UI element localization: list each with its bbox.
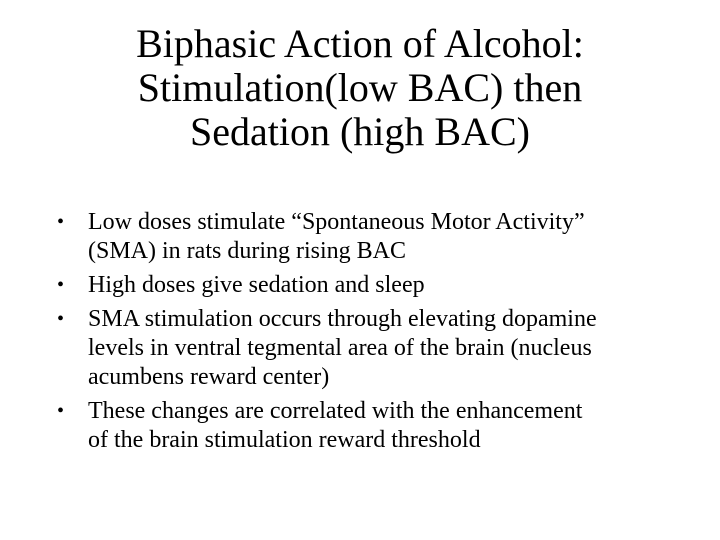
bullet-text-line: acumbens reward center) [88, 364, 330, 390]
bullet-item [55, 208, 705, 266]
bullet-list [55, 208, 705, 460]
bullet-dot-icon: • [57, 274, 65, 296]
bullet-text-line: (SMA) in rats during rising BAC [88, 238, 406, 264]
slide-title [40, 22, 680, 154]
bullet-text-line: of the brain stimulation reward threshold [88, 427, 481, 453]
bullet-dot-icon: • [57, 308, 65, 330]
bullet-item [55, 271, 705, 300]
bullet-dot-icon: • [57, 211, 65, 233]
bullet-text-line: SMA stimulation occurs through elevating dopamine [88, 306, 597, 332]
title-line: Biphasic Action of Alcohol: [136, 21, 584, 66]
bullet-text-line: High doses give sedation and sleep [88, 272, 425, 298]
title-line: Stimulation(low BAC) then [137, 65, 583, 110]
bullet-item [55, 397, 705, 455]
bullet-text-line: levels in ventral tegmental area of the brain (nucleus [88, 335, 592, 361]
bullet-item [55, 305, 705, 392]
bullet-dot-icon: • [57, 400, 65, 422]
title-line: Sedation (high BAC) [190, 109, 530, 154]
bullet-text-line: Low doses stimulate “Spontaneous Motor Activity” [88, 209, 585, 235]
bullet-text-line: These changes are correlated with the enhancement [88, 398, 583, 424]
